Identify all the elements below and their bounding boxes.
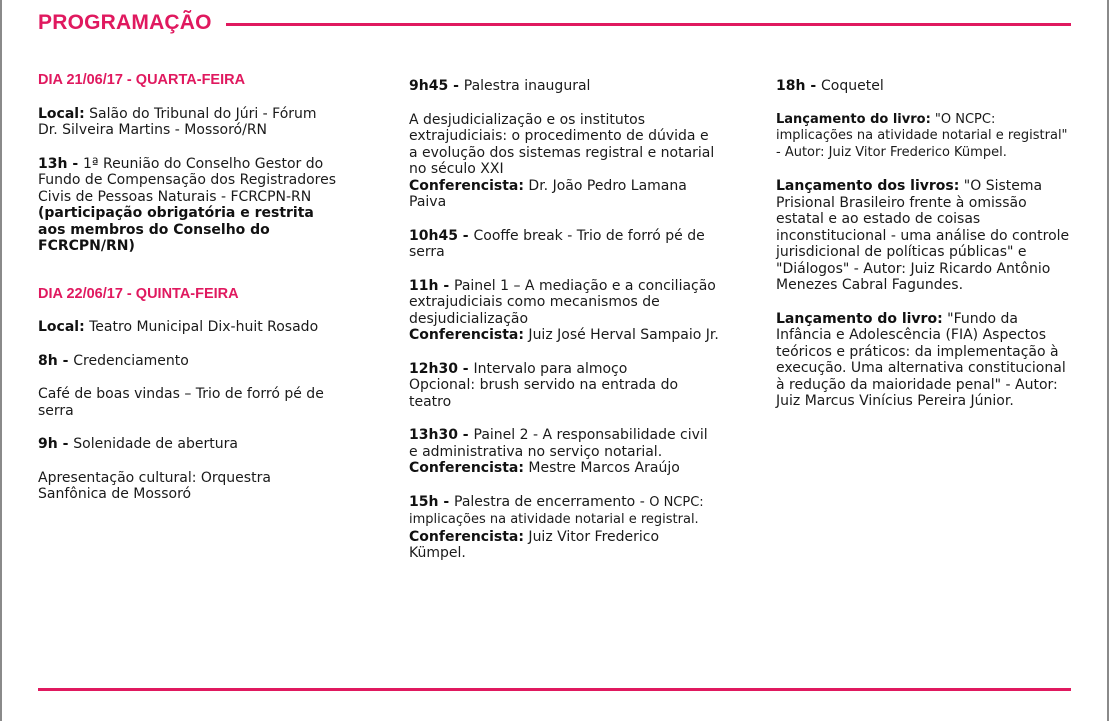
conferencista-1: Conferencista: Dr. João Pedro Lamana Paiva [409, 177, 687, 210]
column-day-schedule [38, 72, 338, 503]
conferencista-3: Conferencista: Mestre Marcos Araújo [409, 460, 680, 476]
day1-location: Local: Salão do Tribunal do Júri - Fórum Dr. Silveira Martins - Mossoró/RN [38, 105, 317, 138]
item-11h: 11h - Painel 1 – A mediação e a conciliação extrajudiciais como mecanismos de desjudicialização [409, 277, 716, 327]
item-13h30: 13h30 - Painel 2 - A responsabilidade civil e administrativa no serviço notarial. [409, 427, 708, 460]
column-evening [776, 78, 1076, 410]
item-18h: 18h - Coquetel [776, 78, 884, 94]
day2-heading: DIA 22/06/17 - QUINTA-FEIRA [38, 285, 239, 302]
palestra-title: A desjudicialização e os institutos extrajudiciais: o procedimento de dúvida e a evolução dos sistemas registral e notarial no século XXI [409, 111, 715, 177]
book-launch-3: Lançamento do livro: "Fundo da Infância e Adolescência (FIA) Aspectos teóricos e práticos: da implementação à execução. Uma alternativa constitucional à redução da maioridade penal" - Autor: Juiz Marcus Vinícius Pereira Júnior. [776, 310, 1066, 409]
header-divider [226, 23, 1071, 26]
day2-location: Local: Teatro Municipal Dix-huit Rosado [38, 319, 319, 335]
column-morning-afternoon [409, 78, 719, 562]
item-15h: 15h - Palestra de encerramento - O NCPC: implicações na atividade notarial e registral. [409, 493, 704, 527]
conferencista-4: Conferencista: Juiz Vitor Frederico Kümpel. [409, 528, 660, 561]
item-12h30-optional: Opcional: brush servido na entrada do teatro [409, 377, 679, 410]
day2-apresentacao-item: Apresentação cultural: Orquestra Sanfônica de Mossoró [38, 469, 271, 502]
day2-8h-item: 8h - Credenciamento [38, 352, 189, 369]
book-launch-1: Lançamento do livro: "O NCPC: implicações na atividade notarial e registral" - Autor: Juiz Vitor Frederico Kümpel. [776, 111, 1068, 160]
conferencista-2: Conferencista: Juiz José Herval Sampaio Jr. [409, 327, 719, 343]
day1-13h-item: 13h - 1ª Reunião do Conselho Gestor do Fundo de Compensação dos Registradores Civis de Pessoas Naturais - FCRCPN-RN (participação obrigatória e restrita aos membros do Conselho do FCRCPN/RN) [38, 155, 337, 254]
day2-9h-item: 9h - Solenidade de abertura [38, 436, 238, 452]
item-12h30: 12h30 - Intervalo para almoço [409, 360, 628, 377]
item-10h45: 10h45 - Cooffe break - Trio de forró pé de serra [409, 227, 705, 260]
item-9h45: 9h45 - Palestra inaugural [409, 78, 591, 94]
day2-cafe-item: Café de boas vindas – Trio de forró pé de serra [38, 386, 324, 419]
section-title: PROGRAMAÇÃO [38, 11, 212, 34]
book-launch-2: Lançamento dos livros: "O Sistema Prisional Brasileiro frente à omissão estatal e ao estado de coisas inconstitucional - uma análise do controle jurisdicional de políticas públicas" e "Diálogos" - Autor: Juiz Ricardo Antônio Menezes Cabral Fagundes. [776, 178, 1070, 293]
footer-divider [38, 688, 1071, 691]
day1-heading: DIA 21/06/17 - QUARTA-FEIRA [38, 72, 246, 88]
